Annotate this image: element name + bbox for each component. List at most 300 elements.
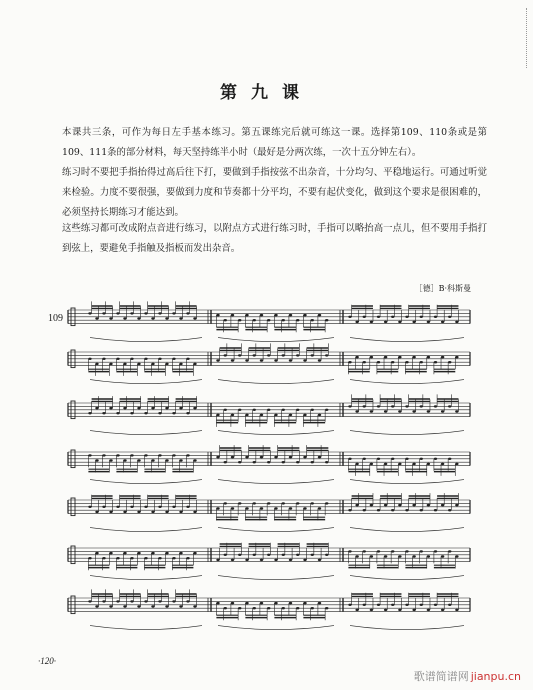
note-head <box>420 604 423 606</box>
note-head <box>303 314 306 316</box>
note-head <box>318 314 321 316</box>
note-head <box>253 554 256 556</box>
note-head <box>172 454 175 456</box>
note-head <box>186 557 189 559</box>
note-head <box>412 555 415 557</box>
note-head <box>405 405 408 407</box>
note-head <box>267 409 270 411</box>
note-head <box>88 312 91 314</box>
slur <box>218 626 334 630</box>
note-head <box>109 363 112 365</box>
note-head <box>355 463 358 465</box>
note-head <box>448 509 451 511</box>
note-head <box>231 314 234 316</box>
note-head <box>238 502 241 504</box>
note-head <box>245 456 248 458</box>
note-head <box>296 502 299 504</box>
note-head <box>391 604 394 606</box>
note-head <box>144 412 147 414</box>
note-head <box>420 458 423 460</box>
note-head <box>179 459 182 461</box>
note-head <box>363 361 366 363</box>
note-head <box>186 454 189 456</box>
note-head <box>391 509 394 511</box>
note-head <box>88 557 91 559</box>
note-head <box>441 356 444 358</box>
note-head <box>384 410 387 412</box>
note-head <box>441 410 444 412</box>
slur <box>350 431 464 435</box>
slur <box>218 576 334 580</box>
note-head <box>348 361 351 363</box>
note-head <box>158 312 161 314</box>
note-head <box>260 456 263 458</box>
site-watermark <box>414 668 521 684</box>
note-head <box>144 312 147 314</box>
note-head <box>377 550 380 552</box>
note-head <box>267 502 270 504</box>
note-head <box>144 454 147 456</box>
watermark-cn: 歌谱简谱网 <box>413 670 469 683</box>
note-head <box>193 552 196 554</box>
note-head <box>123 407 126 409</box>
note-head <box>88 358 91 360</box>
note-head <box>165 407 168 409</box>
note-head <box>172 312 175 314</box>
note-head <box>88 454 91 456</box>
note-head <box>289 456 292 458</box>
note-head <box>260 602 263 604</box>
note-head <box>130 454 133 456</box>
note-head <box>165 317 168 319</box>
note-head <box>193 459 196 461</box>
note-head <box>318 507 321 509</box>
note-head <box>405 458 408 460</box>
slur <box>218 431 334 435</box>
note-head <box>238 461 241 463</box>
note-head <box>434 316 437 318</box>
note-head <box>158 358 161 360</box>
note-head <box>348 458 351 460</box>
note-head <box>116 358 119 360</box>
watermark-url: jianpu.cn <box>470 670 521 683</box>
note-head <box>123 317 126 319</box>
note-head <box>398 504 401 506</box>
note-head <box>193 363 196 365</box>
note-head <box>186 600 189 602</box>
note-head <box>398 609 401 611</box>
note-head <box>282 607 285 609</box>
note-head <box>355 504 358 506</box>
note-head <box>348 509 351 511</box>
note-head <box>172 557 175 559</box>
note-head <box>355 321 358 323</box>
note-head <box>441 504 444 506</box>
note-head <box>363 604 366 606</box>
note-head <box>267 461 270 463</box>
note-head <box>318 359 321 361</box>
note-head <box>95 317 98 319</box>
note-head <box>455 609 458 611</box>
note-head <box>303 359 306 361</box>
note-head <box>102 557 105 559</box>
note-head <box>238 354 241 356</box>
note-head <box>95 459 98 461</box>
note-head <box>95 407 98 409</box>
slur <box>90 626 202 630</box>
note-head <box>398 356 401 358</box>
note-head <box>116 412 119 414</box>
note-head <box>137 511 140 513</box>
note-head <box>224 502 227 504</box>
note-head <box>137 407 140 409</box>
note-head <box>102 358 105 360</box>
note-head <box>216 359 219 361</box>
note-head <box>420 316 423 318</box>
note-head <box>260 507 263 509</box>
note-head <box>245 359 248 361</box>
note-head <box>116 312 119 314</box>
note-head <box>405 550 408 552</box>
note-head <box>158 454 161 456</box>
note-head <box>303 507 306 509</box>
note-head <box>355 555 358 557</box>
note-head <box>216 456 219 458</box>
note-head <box>109 407 112 409</box>
note-head <box>455 504 458 506</box>
note-head <box>398 410 401 412</box>
note-head <box>412 410 415 412</box>
note-head <box>420 405 423 407</box>
note-head <box>238 409 241 411</box>
note-head <box>296 554 299 556</box>
note-head <box>289 314 292 316</box>
slur <box>218 338 334 342</box>
note-head <box>311 319 314 321</box>
slur <box>90 576 202 580</box>
paragraph-3: 这些练习都可改成附点音进行练习，以附点方式进行练习时，手指可以略抬高一点儿，但不要用手指打到弦上，要避免手指触及指板而发出杂音。 <box>62 223 487 254</box>
note-head <box>289 602 292 604</box>
note-head <box>260 314 263 316</box>
slur <box>218 528 334 532</box>
note-head <box>296 461 299 463</box>
slur <box>350 380 464 384</box>
note-head <box>109 511 112 513</box>
note-head <box>224 461 227 463</box>
note-head <box>441 555 444 557</box>
note-head <box>441 609 444 611</box>
note-head <box>412 356 415 358</box>
note-head <box>144 557 147 559</box>
note-head <box>398 463 401 465</box>
note-head <box>318 602 321 604</box>
note-head <box>303 414 306 416</box>
slur <box>218 480 334 484</box>
note-head <box>448 361 451 363</box>
note-head <box>186 312 189 314</box>
note-head <box>370 609 373 611</box>
slur <box>218 380 334 384</box>
note-head <box>151 605 154 607</box>
note-head <box>412 463 415 465</box>
note-head <box>130 506 133 508</box>
note-head <box>377 509 380 511</box>
slur <box>90 431 202 435</box>
note-head <box>391 361 394 363</box>
note-head <box>224 607 227 609</box>
note-head <box>216 602 219 604</box>
note-head <box>179 605 182 607</box>
note-head <box>158 557 161 559</box>
note-head <box>123 459 126 461</box>
slur <box>90 528 202 532</box>
note-head <box>109 605 112 607</box>
note-head <box>434 550 437 552</box>
note-head <box>274 414 277 416</box>
note-head <box>267 554 270 556</box>
note-head <box>102 312 105 314</box>
note-head <box>455 356 458 358</box>
note-head <box>405 604 408 606</box>
note-head <box>427 555 430 557</box>
note-head <box>102 600 105 602</box>
note-head <box>238 607 241 609</box>
note-head <box>216 507 219 509</box>
note-head <box>377 361 380 363</box>
note-head <box>179 363 182 365</box>
note-head <box>384 609 387 611</box>
note-head <box>398 321 401 323</box>
slur <box>90 480 202 484</box>
note-head <box>311 354 314 356</box>
note-head <box>186 506 189 508</box>
note-head <box>325 607 328 609</box>
note-head <box>363 550 366 552</box>
note-head <box>391 550 394 552</box>
note-head <box>193 317 196 319</box>
note-head <box>311 409 314 411</box>
paragraph-2: 练习时不要把手指抬得过高后往下打，要做到手指按弦不出杂音，十分均匀、平稳地运行。可通过听觉来检验。力度不要很强，要做到力度和节奏都十分平均，不要有起伏变化，做到这个要求是很困难的，必须坚持长期练习才能达到。 <box>62 167 487 218</box>
note-head <box>231 507 234 509</box>
note-head <box>318 456 321 458</box>
note-head <box>165 605 168 607</box>
note-head <box>427 321 430 323</box>
note-head <box>224 554 227 556</box>
note-head <box>245 507 248 509</box>
note-head <box>130 600 133 602</box>
note-head <box>325 354 328 356</box>
note-head <box>231 559 234 561</box>
note-head <box>311 554 314 556</box>
note-head <box>370 410 373 412</box>
note-head <box>455 410 458 412</box>
note-head <box>370 321 373 323</box>
note-head <box>123 363 126 365</box>
note-head <box>216 559 219 561</box>
note-head <box>370 356 373 358</box>
note-head <box>434 509 437 511</box>
note-head <box>348 604 351 606</box>
note-head <box>289 559 292 561</box>
note-head <box>137 459 140 461</box>
note-head <box>179 511 182 513</box>
note-head <box>109 552 112 554</box>
note-head <box>216 314 219 316</box>
note-head <box>282 502 285 504</box>
note-head <box>245 314 248 316</box>
note-head <box>441 463 444 465</box>
note-head <box>158 506 161 508</box>
note-head <box>165 511 168 513</box>
note-head <box>412 321 415 323</box>
note-head <box>253 409 256 411</box>
note-head <box>137 605 140 607</box>
note-head <box>377 458 380 460</box>
note-head <box>193 511 196 513</box>
note-head <box>109 459 112 461</box>
note-head <box>165 363 168 365</box>
note-head <box>348 316 351 318</box>
note-head <box>282 461 285 463</box>
note-head <box>267 354 270 356</box>
note-head <box>238 319 241 321</box>
note-head <box>245 602 248 604</box>
note-head <box>448 458 451 460</box>
note-head <box>123 605 126 607</box>
note-head <box>448 316 451 318</box>
note-head <box>391 458 394 460</box>
note-head <box>412 504 415 506</box>
note-head <box>434 458 437 460</box>
note-head <box>88 506 91 508</box>
note-head <box>427 463 430 465</box>
note-head <box>377 405 380 407</box>
note-head <box>151 459 154 461</box>
note-head <box>318 559 321 561</box>
note-head <box>158 412 161 414</box>
note-head <box>224 354 227 356</box>
slur <box>350 338 464 342</box>
note-head <box>311 461 314 463</box>
composer-credit: ［德］B·科斯曼 <box>414 284 471 293</box>
note-head <box>130 312 133 314</box>
note-head <box>311 607 314 609</box>
note-head <box>377 604 380 606</box>
note-head <box>348 550 351 552</box>
note-head <box>363 458 366 460</box>
note-head <box>260 359 263 361</box>
note-head <box>455 463 458 465</box>
note-head <box>355 410 358 412</box>
note-head <box>231 359 234 361</box>
note-head <box>179 317 182 319</box>
note-head <box>267 607 270 609</box>
note-head <box>253 354 256 356</box>
note-head <box>253 461 256 463</box>
note-head <box>137 317 140 319</box>
note-head <box>289 414 292 416</box>
note-head <box>102 412 105 414</box>
note-head <box>377 316 380 318</box>
note-head <box>216 414 219 416</box>
paragraph-1: 本课共三条，可作为每日左手基本练习。第五课练完后就可练这一课。选择第109、110条或是第109、111条的部分材料，每天坚持练半小时（最好是分两次练，一次十五分钟左右）。 <box>62 127 487 158</box>
note-head <box>186 358 189 360</box>
note-head <box>420 550 423 552</box>
note-head <box>231 456 234 458</box>
slur <box>350 626 464 630</box>
note-head <box>193 407 196 409</box>
note-head <box>420 509 423 511</box>
note-head <box>391 316 394 318</box>
note-head <box>412 609 415 611</box>
note-head <box>172 506 175 508</box>
note-head <box>427 504 430 506</box>
note-head <box>391 405 394 407</box>
note-head <box>231 414 234 416</box>
note-head <box>405 509 408 511</box>
note-head <box>274 507 277 509</box>
note-head <box>172 358 175 360</box>
note-head <box>88 600 91 602</box>
note-head <box>455 321 458 323</box>
note-head <box>274 456 277 458</box>
page-number: ·120· <box>38 656 56 666</box>
note-head <box>116 454 119 456</box>
note-head <box>325 409 328 411</box>
note-head <box>253 607 256 609</box>
slur <box>90 338 202 342</box>
note-head <box>130 412 133 414</box>
note-head <box>303 456 306 458</box>
note-head <box>427 609 430 611</box>
note-head <box>137 552 140 554</box>
note-head <box>455 555 458 557</box>
note-head <box>245 414 248 416</box>
note-head <box>267 319 270 321</box>
note-head <box>116 600 119 602</box>
note-head <box>370 504 373 506</box>
note-head <box>123 552 126 554</box>
note-head <box>130 358 133 360</box>
note-head <box>405 361 408 363</box>
note-head <box>224 409 227 411</box>
note-head <box>289 507 292 509</box>
note-head <box>274 359 277 361</box>
note-head <box>441 321 444 323</box>
note-head <box>274 602 277 604</box>
note-head <box>172 412 175 414</box>
note-head <box>370 463 373 465</box>
note-head <box>427 356 430 358</box>
note-head <box>95 363 98 365</box>
note-head <box>186 412 189 414</box>
note-head <box>296 409 299 411</box>
note-head <box>448 604 451 606</box>
note-head <box>303 602 306 604</box>
note-head <box>296 319 299 321</box>
note-head <box>427 410 430 412</box>
note-head <box>355 609 358 611</box>
note-head <box>95 511 98 513</box>
lesson-title: 第九课 <box>220 83 313 103</box>
note-head <box>384 555 387 557</box>
slur <box>350 480 464 484</box>
note-head <box>245 559 248 561</box>
note-head <box>231 602 234 604</box>
note-head <box>363 405 366 407</box>
note-head <box>311 502 314 504</box>
note-head <box>325 319 328 321</box>
